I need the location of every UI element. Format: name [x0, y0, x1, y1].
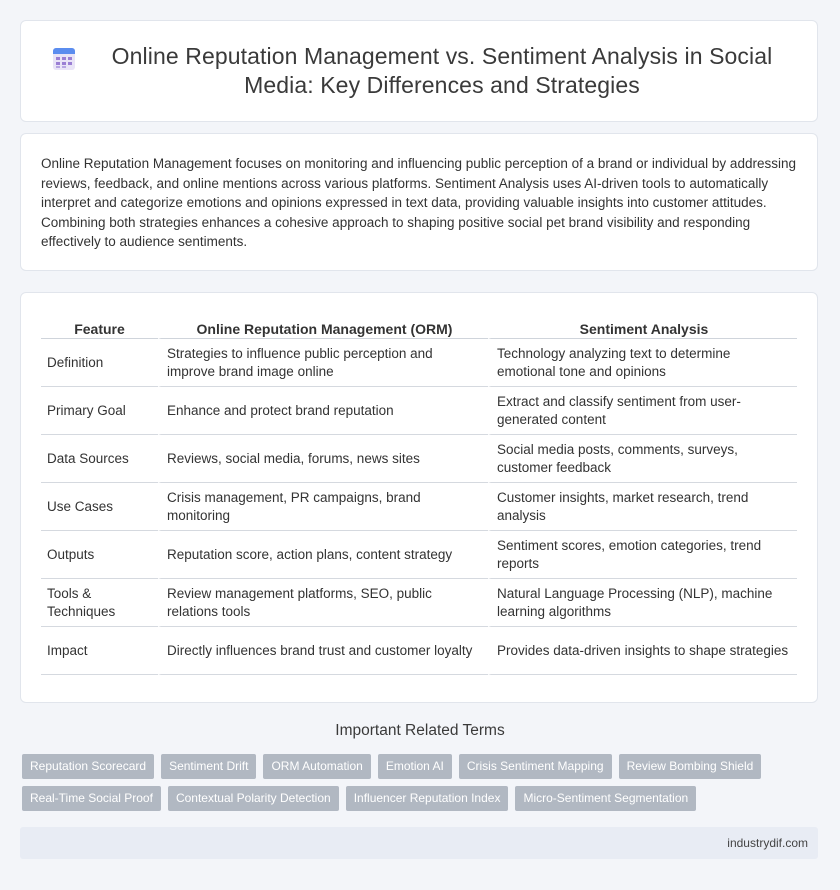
sentiment-cell: Customer insights, market research, trend analysis — [488, 483, 797, 531]
intro-paragraph: Online Reputation Management focuses on monitoring and influencing public perception of a brand or individual by addressing reviews, feedback, and online mentions across various platforms. Sentiment Analysis uses AI-driven tools to automatically interpret and categorize emotions and opinions expressed in text data, providing valuable insights into customer attitudes. Combining both strategies enhances a cohesive approach to shaping positive social pet brand visibility and responding effectively to audience sentiments. — [41, 156, 796, 249]
orm-cell: Reputation score, action plans, content strategy — [158, 531, 488, 579]
sentiment-cell: Technology analyzing text to determine emotional tone and opinions — [488, 339, 797, 387]
feature-cell: Use Cases — [41, 483, 158, 531]
sentiment-cell: Extract and classify sentiment from user-generated content — [488, 387, 797, 435]
feature-cell: Definition — [41, 339, 158, 387]
term-tag[interactable]: Review Bombing Shield — [619, 754, 762, 779]
feature-cell: Tools & Techniques — [41, 579, 158, 627]
footer — [20, 827, 818, 859]
related-terms-tags — [22, 754, 812, 811]
table-row — [41, 531, 797, 579]
table-icon — [51, 46, 77, 72]
orm-cell: Crisis management, PR campaigns, brand monitoring — [158, 483, 488, 531]
sentiment-cell: Sentiment scores, emotion categories, trend reports — [488, 531, 797, 579]
term-tag[interactable]: ORM Automation — [263, 754, 370, 779]
term-tag[interactable]: Reputation Scorecard — [22, 754, 154, 779]
orm-cell: Strategies to influence public perception and improve brand image online — [158, 339, 488, 387]
title-wrap — [51, 42, 787, 100]
table-row — [41, 339, 797, 387]
title-card — [20, 20, 818, 122]
sentiment-cell: Natural Language Processing (NLP), machine learning algorithms — [488, 579, 797, 627]
orm-cell: Enhance and protect brand reputation — [158, 387, 488, 435]
term-tag[interactable]: Influencer Reputation Index — [346, 786, 509, 811]
table-row — [41, 627, 797, 675]
feature-cell: Data Sources — [41, 435, 158, 483]
orm-cell: Reviews, social media, forums, news sites — [158, 435, 488, 483]
header-sentiment: Sentiment Analysis — [488, 310, 797, 339]
table-header-row — [41, 310, 797, 339]
feature-cell: Primary Goal — [41, 387, 158, 435]
term-tag[interactable]: Emotion AI — [378, 754, 452, 779]
header-orm: Online Reputation Management (ORM) — [158, 310, 488, 339]
term-tag[interactable]: Sentiment Drift — [161, 754, 256, 779]
comparison-table — [41, 310, 797, 675]
header-feature: Feature — [41, 310, 158, 339]
term-tag[interactable]: Contextual Polarity Detection — [168, 786, 339, 811]
table-row — [41, 579, 797, 627]
term-tag[interactable]: Real-Time Social Proof — [22, 786, 161, 811]
orm-cell: Review management platforms, SEO, public relations tools — [158, 579, 488, 627]
orm-cell: Directly influences brand trust and customer loyalty — [158, 627, 488, 675]
related-terms-title: Important Related Terms — [335, 722, 505, 739]
comparison-card — [20, 292, 818, 703]
feature-cell: Impact — [41, 627, 158, 675]
table-row — [41, 483, 797, 531]
page-title: Online Reputation Management vs. Sentiment Analysis in Social Media: Key Differences and Strategies — [111, 43, 773, 98]
table-row — [41, 387, 797, 435]
term-tag[interactable]: Crisis Sentiment Mapping — [459, 754, 612, 779]
feature-cell: Outputs — [41, 531, 158, 579]
footer-site-link[interactable]: industrydif.com — [727, 836, 808, 850]
term-tag[interactable]: Micro-Sentiment Segmentation — [515, 786, 696, 811]
table-row — [41, 435, 797, 483]
sentiment-cell: Social media posts, comments, surveys, customer feedback — [488, 435, 797, 483]
intro-card — [20, 133, 818, 271]
sentiment-cell: Provides data-driven insights to shape strategies — [488, 627, 797, 675]
